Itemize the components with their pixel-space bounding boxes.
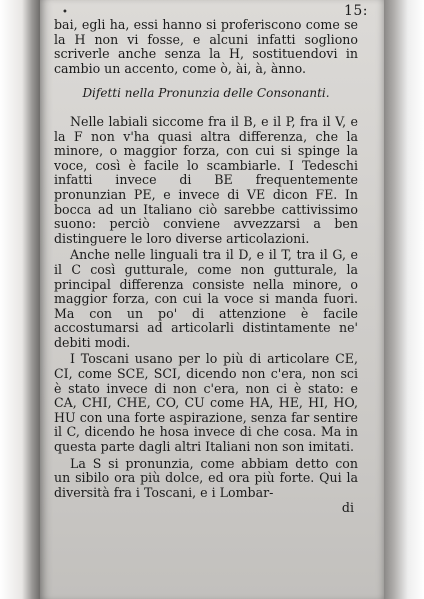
section-heading: Difetti nella Pronunzia delle Consonanti. [82, 86, 330, 101]
book-page [40, 0, 384, 599]
paragraph-labials: Nelle labiali siccome fra il B, e il P, fra il V, e la F non v'ha quasi altra differenza, che la minore, o maggior forza, con cui si spinge la voce, così è facile lo scambiarle. I Tedeschi infatti invece di BE frequentemente pronunzian PE, e invece di VE dicon FE. In bocca ad un Italiano ciò sarebbe cattivissimo suono: perciò conviene avvezzarsi a ben distinguere le loro diverse articolazioni. [54, 113, 358, 246]
scan-right-margin [384, 0, 424, 599]
paragraph-s-sound: La S si pronunzia, come abbiam detto con un sibilo ora più dolce, ed ora più forte. Qui la diversità fra i Toscani, e i Lombar- [54, 455, 358, 500]
scan-left-margin [0, 0, 40, 599]
continued-paragraph: bai, egli ha, essi hanno si proferiscono come se la H non vi fosse, e alcuni infatti sogliono scriverle anche senza la H, sostituendovi in cambio un accento, come ò, ài, à, ànno. [54, 17, 358, 76]
page-text [54, 18, 358, 516]
paragraph-tuscans: I Toscani usano per lo più di articolare CE, CI, come SCE, SCI, dicendo non c'era, non sci è stato invece di non c'era, non ci è stato: e CA, CHI, CHE, CO, CU come HA, HE, HI, HO, HU con una forte aspirazione, senza far sentire il C, dicendo he hosa invece di che cosa. Ma in questa parte dagli altri Italiani non son imitati. [54, 351, 358, 455]
page-mark: • [62, 7, 68, 18]
catchword: di [341, 500, 354, 516]
page-number: 15: [343, 3, 368, 19]
paragraph-linguals: Anche nelle linguali tra il D, e il T, tra il G, e il C così gutturale, come non gutturale, la principal differenza consiste nella minore, o maggior forza, con cui la voce si manda fuori. Ma con un po' di attenzione è facile accostumarsi ad articolarli distintamente ne' debiti modi. [54, 247, 358, 350]
catchword-row [54, 501, 358, 516]
